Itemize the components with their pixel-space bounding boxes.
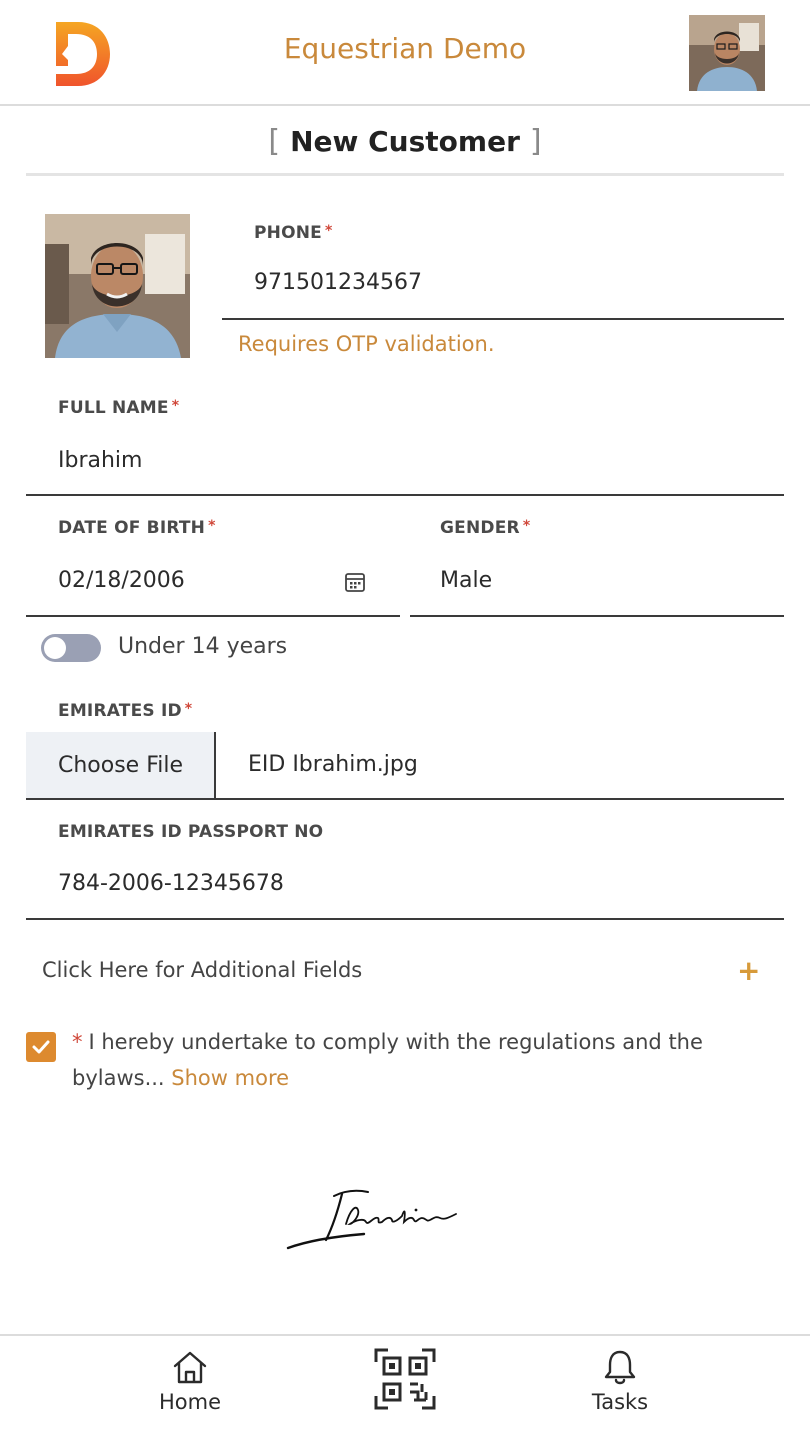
under-14-label: Under 14 years: [118, 634, 288, 659]
check-icon: [26, 1032, 56, 1062]
terms-checkbox[interactable]: [26, 1032, 56, 1062]
phone-hint: Requires OTP validation.: [238, 332, 495, 356]
gender-select[interactable]: Male: [440, 568, 493, 593]
gender-underline: [410, 615, 784, 617]
passport-label: EMIRATES ID PASSPORT NO: [58, 822, 324, 842]
emirates-id-label: EMIRATES ID *: [58, 701, 193, 721]
toggle-knob: [44, 637, 66, 659]
title-bracket-open: [: [268, 124, 281, 159]
page-title-bar: [26, 108, 784, 176]
dob-label: DATE OF BIRTH *: [58, 518, 216, 538]
nav-tasks[interactable]: [580, 1346, 660, 1414]
dob-input[interactable]: 02/18/2006: [58, 568, 185, 593]
gender-label: GENDER *: [440, 518, 531, 538]
page-title: New Customer: [290, 125, 520, 158]
app-title: Equestrian Demo: [283, 32, 527, 65]
title-bracket-close: ]: [529, 124, 542, 159]
full-name-underline: [26, 494, 784, 496]
additional-fields-link[interactable]: Click Here for Additional Fields: [42, 958, 363, 982]
plus-icon[interactable]: +: [737, 954, 761, 987]
emirates-id-underline: [26, 798, 784, 800]
home-icon: [169, 1346, 211, 1388]
nav-tasks-label: Tasks: [591, 1390, 649, 1414]
nav-home[interactable]: [150, 1346, 230, 1414]
user-avatar[interactable]: [689, 15, 765, 91]
full-name-input[interactable]: Ibrahim: [58, 448, 143, 473]
phone-input[interactable]: 971501234567: [254, 270, 422, 295]
show-more-link[interactable]: Show more: [171, 1066, 290, 1090]
nav-home-label: Home: [158, 1390, 221, 1414]
dob-underline: [26, 615, 400, 617]
full-name-label: FULL NAME *: [58, 398, 180, 418]
under-14-toggle[interactable]: [41, 634, 101, 662]
calendar-icon[interactable]: [344, 571, 366, 593]
selected-file-name: EID Ibrahim.jpg: [248, 752, 418, 777]
phone-label: PHONE *: [254, 223, 333, 243]
terms-text: * I hereby undertake to comply with the regulations and the bylaws... Show more: [72, 1030, 703, 1090]
customer-photo[interactable]: [45, 214, 190, 358]
bottom-nav: [0, 1334, 810, 1440]
signature-image: [280, 1180, 480, 1260]
qr-scan-button[interactable]: [366, 1344, 444, 1414]
bell-icon: [599, 1346, 641, 1388]
choose-file-button[interactable]: Choose File: [26, 732, 216, 799]
qr-code-icon: [370, 1344, 440, 1414]
app-header: [0, 0, 810, 106]
phone-underline: [222, 318, 784, 320]
passport-underline: [26, 918, 784, 920]
passport-input[interactable]: 784-2006-12345678: [58, 871, 284, 896]
